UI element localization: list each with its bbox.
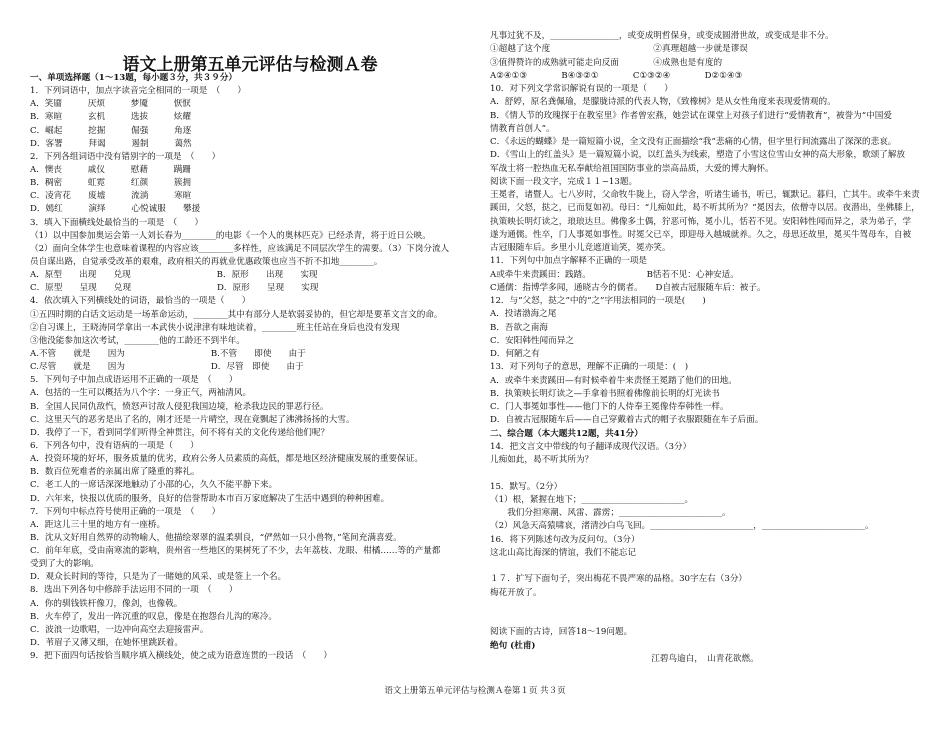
text-line: A．舒婷，原名龚佩瑜，是朦胧诗派的代表人物，《致橡树》是从女性角度来表现爱情观的。	[490, 97, 836, 108]
text-line: A或牵牛来责蹊田：践踏。 B恬若不见：心神安适。	[490, 269, 739, 280]
text-line: D．何陋之有	[490, 349, 540, 359]
text-line: A．笑靥 厌烦 梦魇 恹恹	[30, 99, 191, 110]
right-text-block	[490, 30, 920, 666]
text-line: 3．填入下面横线处最恰当的一项是 （ ）	[30, 217, 204, 228]
text-line: D．嫣红 演绎 心悦诚服 攀援	[30, 204, 201, 215]
text-line: 凡事过犹不及，________________，或变成明哲保身，或变成圆滑世故，或变成是非不分。	[490, 31, 834, 41]
text-line: 14．把文言文中带线的句子翻译成现代汉语。（3分）	[490, 441, 692, 452]
text-line: 15．默写。（2分）	[490, 481, 563, 492]
text-line: ①超越了这个度 ②真理超越一步就是谬误	[490, 44, 748, 55]
text-line: A．懊丧 戚仪 慰藉 蹒跚	[30, 164, 191, 175]
text-line: A．你的驯钱铁杆像刀，像剑，也像戟。	[30, 598, 183, 609]
text-line: C．前年年底，受由南寒流的影响，贵州省一些地区的果树死了不少，去年荔枝、龙眼、柑橘……等的产量都	[30, 546, 441, 557]
text-line: 员自谋出路，自觉承受改革的艰难，政府相关的再就业优惠政策也应当不折不扣地________。	[30, 256, 383, 267]
text-line: C．《永远的蝴蝶》是一篇短篇小说，全文没有正面描绘“我”悲痛的心情，但字里行间流露出了深深的悲哀。	[490, 137, 897, 147]
text-line: D．六年来，快报以优质的服务，良好的信誉帮助本市百万家庭解决了生活中遇到的种种困难。	[30, 493, 390, 504]
text-line: D．我停了一下，看到同学们听得全神贯注，何不将有关的文化传递给他们呢？	[30, 427, 330, 438]
text-line: 1．下列词语中，加点字读音完全相同的一项是 （ ）	[30, 86, 247, 97]
text-line	[490, 600, 920, 613]
text-line: 阅读下面一段文字，完成１１~13题。	[490, 176, 638, 187]
text-line: 情教育首创人”。	[490, 123, 555, 134]
text-line: D．自被古冠服随车后——自己穿戴着古式的帽子衣服跟随在车子后面。	[490, 415, 764, 426]
text-line: 古冠服随车后。乡里小儿竞遮道讪笑，冕亦笑。	[490, 243, 671, 253]
text-line: C通儒：指博学多闻，通晓古今的儒者。 D自被古冠服随车后：被子。	[490, 282, 766, 293]
text-line: 12．与“父怒，挞之”中的“之”字用法相同的一项是( )	[490, 296, 706, 306]
text-line: A．投资环境的好坏，服务质量的优劣，政府公务人员素质的高低，都是地区经济健康发展的重要保证。	[30, 454, 423, 465]
text-line	[490, 467, 920, 480]
page-title: 语文上册第五单元评估与检测Ａ卷	[122, 55, 378, 75]
text-line: 绝句 (杜甫)	[490, 640, 536, 651]
text-line	[490, 560, 920, 573]
text-line: 6．下列各句中，没有语病的一项是（ ）	[30, 440, 199, 451]
text-line: A②④①③ B④③②① C①③②④ D②①④③	[490, 70, 743, 81]
text-line: 王冕者，诸暨人。七八岁时，父命牧牛陇上，窃入学舍，听诸生诵书，听已，辄默记。暮归，亡其牛。或牵牛来责	[490, 190, 920, 200]
text-line: 军战士将一腔热血无私奉献给祖国国防事业的崇高品质，大爱的博大胸怀。	[490, 163, 774, 174]
text-line: （2）面向全体学生也意味着课程的内容应该________多样性，应该满足不同层次学生的需要。（3）下岗分流人	[30, 243, 450, 254]
text-line: B．火车停了，发出一阵沉重的叹息，像是在抱怨台儿沟的寒冷。	[30, 611, 277, 622]
text-line: C．安阳韩性闻而异之	[490, 335, 574, 346]
page-footer: 语文上册第五单元评估与检测Ａ卷第１页 共３页	[384, 686, 566, 696]
text-line: B．《情人节的玫瑰探于在教室里》作者曾宏燕，她尝试在课堂上对孩子们进行“爱情教育”，被誉为“中国爱	[490, 110, 892, 121]
text-line: 我们分担寒潮、风雷、霹雳；________________________。	[490, 508, 731, 518]
text-line: D．《雪山上的红盖头》是一篇短篇小说，以红盖头为线索，塑造了小雪这位雪山女神的高大形象，歌颂了解放	[490, 150, 906, 161]
text-line: 一、单项选择题（1～13题，每小题３分，共３９分）	[30, 73, 238, 83]
text-line: B．执策映长明灯读之—手拿着书照着佛像前长明的灯光读书	[490, 388, 720, 399]
text-line: 4．依次填入下列横线处的词语，最恰当的一项是（ ）	[30, 296, 251, 307]
text-line: D．观众长时间的等待，只是为了一睹她的风采、或是签上一个名。	[30, 572, 287, 583]
text-line: （1）以中国参加奥运会第一人刘长春为________的电影《一个人的奥林匹克》已经杀青，将于近日公映。	[30, 230, 431, 241]
text-line: A．投诸渤海之尾	[490, 309, 557, 320]
text-line: B．寒暄 玄机 选拔 炫耀	[30, 112, 192, 123]
text-line: B．稠密 虹霓 红颜 簇拥	[30, 178, 192, 189]
text-line: 遂为通儒。性卒，门人事冕如事性。时冕父已卒，即迎母入越城就养。久之，母思还故里，冕买牛驾母车，自被	[490, 229, 912, 240]
text-line: B．全国人民同仇敌忾，愤怒声讨敌人侵犯我国边境，枪杀我边民的罪恶行径。	[30, 401, 329, 412]
text-line: 10．对下列文学常识解说有误的一项是（ ）	[490, 84, 673, 94]
text-line: 13．对下列句子的意思，理解不正确的一项是：( )	[490, 362, 689, 373]
text-line: 7．下列句中标点符号使用正确的一项是 （ ）	[30, 506, 221, 517]
text-line: B．沈从文好用自然界的动物喻人，他描绘翠翠的温柔驯良，“俨然如一只小兽物，”笔间充满喜爱。	[30, 532, 402, 543]
text-line: 5．下列句子中加点成语运用不正确的一项是 （ ）	[30, 375, 238, 386]
text-line	[490, 613, 920, 626]
text-line: C．老工人的一席话深深地触动了小邵的心，久久不能平静下来。	[30, 480, 278, 491]
text-line: 执策映长明灯读之，琅琅达旦。佛像多土偶，狞恶可怖，冕小儿，恬若不见。安阳韩性闻而异之，录为弟子，学	[490, 216, 912, 227]
text-line: C．原型 呈现 兑现 D．原形 呈现 实现	[30, 283, 319, 294]
left-text-block	[30, 72, 470, 663]
text-line: （1）根，紧握在地下；________________________。	[490, 494, 694, 505]
text-line: C．门人事冕如事性——他门下的人侍奉王冕像侍奉韩性一样。	[490, 402, 729, 412]
text-line: 9．把下面四句话按恰当顺序填入横线处，使之成为语意连贯的一段话 （ ）	[30, 651, 332, 662]
text-line: 这北山高比海深的情谊，我们不能忘记	[490, 547, 637, 558]
text-line: A．包括的一生可以概括为八个字：一身正气，两袖清风。	[30, 388, 252, 399]
text-line: A．或牵牛来责蹊田—有时候牵着牛来责怪王冕踏了他们的田地。	[490, 375, 737, 386]
text-line: 阅读下面的古诗，回答18～19问题。	[490, 627, 633, 638]
text-line: C．波浪一边歌唱，一边冲向高空去迎接雷声。	[30, 624, 209, 635]
text-line: 8．选出下列各句中修辞手法运用不同的一项 （ ）	[30, 585, 238, 596]
text-line: A．距这儿三十里的地方有一座桥。	[30, 519, 166, 530]
text-line: 江碧鸟逾白， 山青花欲燃。	[651, 653, 759, 664]
text-line: C．崛起 挖掘 倔强 角逐	[30, 125, 192, 136]
text-line: C．这里天气的恶劣是出了名的，刚才还是一片晴空，现在竟飘起了沸沸扬扬的大雪。	[30, 414, 355, 425]
text-line: B．数百位死难者的亲属出席了隆重的葬礼。	[30, 467, 200, 478]
text-line: 2．下列各组词语中没有错别字的一项是 （ ）	[30, 151, 221, 162]
text-line: （2）风急天高猿啸哀，渚清沙白鸟飞回。________________________，________________________。	[490, 521, 874, 532]
text-line: B．吾欲之南海	[490, 322, 548, 333]
text-line: 蹊田，父怒，挞之，已而复如初。母曰：“儿痴如此，曷不听其所为？”冕因去，依僧寺以居。夜潜出，坐佛膝上，	[490, 203, 920, 214]
text-line: ①五四时期的白话文运动是一场革命运动，________其中有部分人是软弱妥协的，但它却是要革文言文的命。	[30, 309, 443, 320]
text-line: A．原型 出现 兑现 B．原形 出现 实现	[30, 270, 318, 281]
text-line: 梅花开放了。	[490, 587, 542, 598]
text-line: 受到了大的影响。	[30, 559, 99, 570]
text-line: ②自习课上，王晓涛同学拿出一本武侠小说津津有味地读着，________班主任站在身后也没有发现	[30, 322, 400, 333]
text-line: 11．下列句中加点字解释不正确的一项是	[490, 256, 648, 267]
text-line: C.尽管 就是 因为 D．尽管 即使 由于	[30, 362, 304, 373]
text-line: ③他没能参加这次考试，________他的工龄还不到半年。	[30, 335, 245, 346]
text-line: C．凌宵花 废墟 流淌 寒暄	[30, 191, 192, 202]
text-line: 儿痴如此，曷不听其所为？	[490, 455, 594, 465]
text-line: D．客署 拜谒 遏制 蔼然	[30, 138, 192, 149]
text-line: １７．扩写下面句子，突出梅花不畏严寒的品格。30字左右（3分）	[490, 574, 748, 585]
text-line: 二、综合题（本大题共12题，共41分）	[490, 428, 643, 439]
text-line: A.不管 就是 因为 B.不管 即使 由于	[30, 348, 306, 359]
text-line: D．苇眉子又薄又细，在她怀里跳跃着。	[30, 638, 183, 649]
text-line: ③值得赞许的成熟就可能走向反面 ④成熟也是有度的	[490, 57, 723, 68]
text-line: 16．将下列陈述句改为反问句。（3分）	[490, 534, 640, 545]
